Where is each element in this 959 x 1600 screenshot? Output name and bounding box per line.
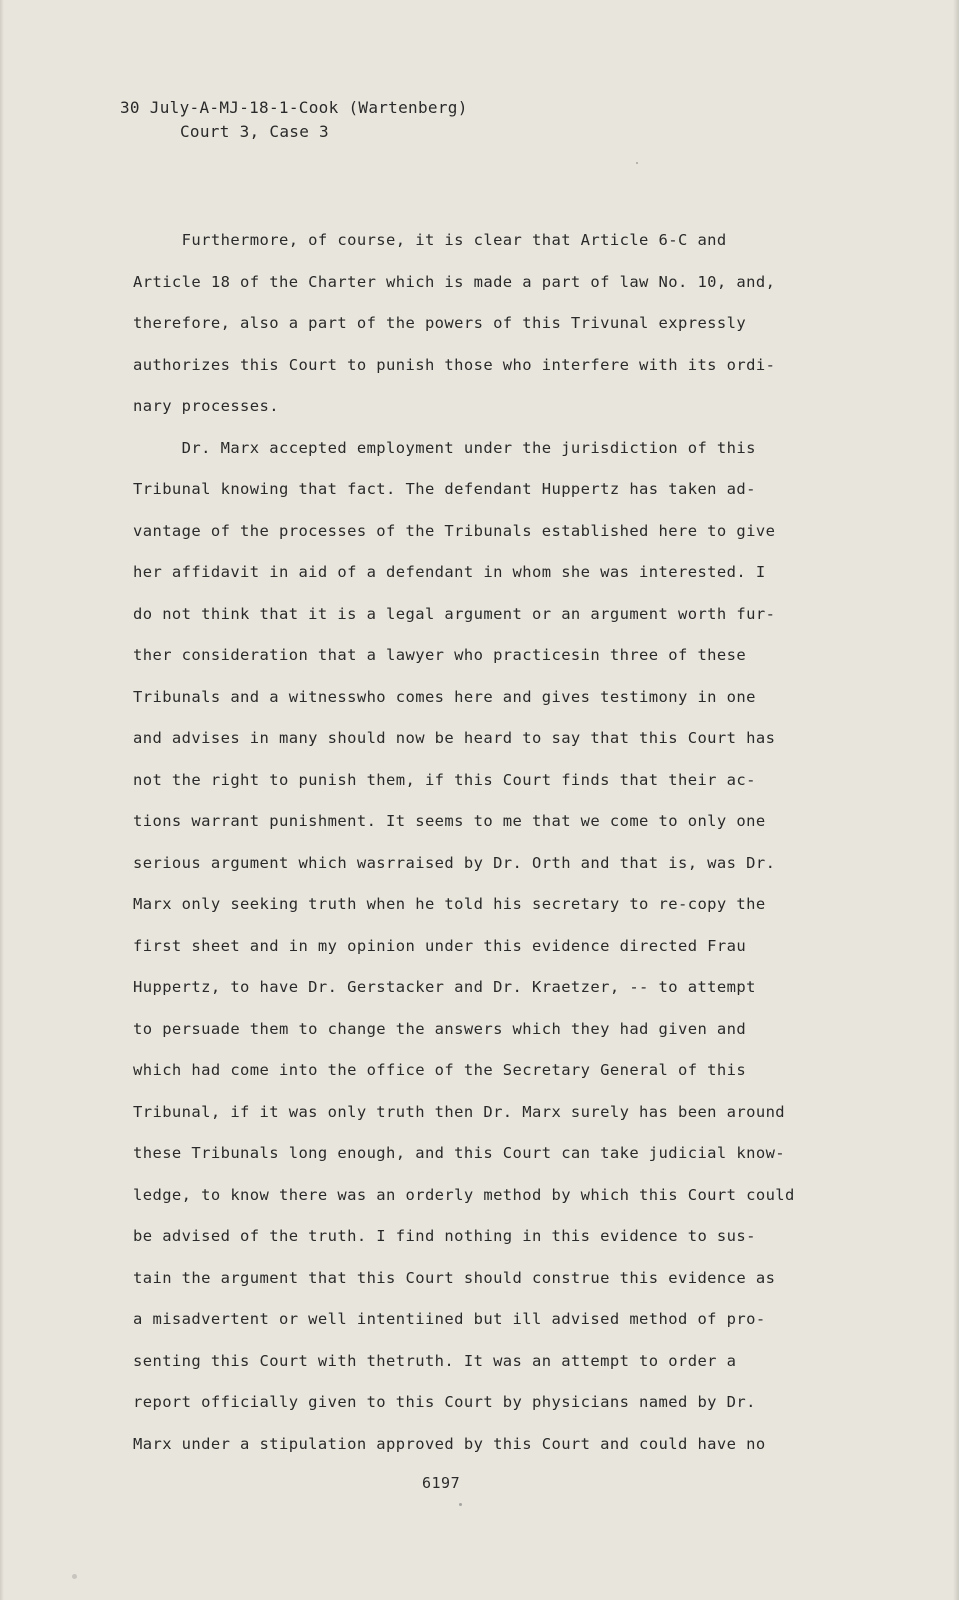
text-line: Marx only seeking truth when he told his secretary to re-copy the: [133, 895, 766, 913]
text-line: vantage of the processes of the Tribunals established here to give: [133, 521, 776, 540]
transcript-body: [133, 220, 833, 1465]
text-line: report officially given to this Court by physicians named by Dr.: [133, 1393, 756, 1411]
text-line: serious argument which wasrraised by Dr. Orth and that is, was Dr.: [133, 853, 776, 872]
text-line: ledge, to know there was an orderly method by which this Court could: [133, 1185, 795, 1204]
page-number: 6197: [422, 1474, 461, 1492]
page-edge-left: [0, 0, 4, 1600]
paper-speck: [72, 1574, 77, 1579]
text-line: do not think that it is a legal argument or an argument worth fur-: [133, 604, 776, 623]
text-line: nary processes.: [133, 397, 279, 415]
paper-speck: [636, 162, 638, 164]
paragraph-2: [133, 428, 833, 1466]
text-line: senting this Court with thetruth. It was an attempt to order a: [133, 1351, 737, 1370]
text-line: these Tribunals long enough, and this Court can take judicial know-: [133, 1144, 786, 1162]
text-line: not the right to punish them, if this Court finds that their ac-: [133, 770, 756, 789]
text-line: a misadvertent or well intentiined but ill advised method of pro-: [133, 1310, 766, 1328]
text-line: be advised of the truth. I find nothing in this evidence to sus-: [133, 1227, 756, 1245]
paragraph-1: [133, 220, 833, 428]
text-line: Huppertz, to have Dr. Gerstacker and Dr. Kraetzer, -- to attempt: [133, 978, 756, 996]
page-edge-right: [953, 0, 959, 1600]
text-line: her affidavit in aid of a defendant in whom she was interested. I: [133, 563, 766, 581]
text-line: first sheet and in my opinion under this evidence directed Frau: [133, 936, 747, 955]
text-line: tions warrant punishment. It seems to me that we come to only one: [133, 812, 766, 830]
text-line: ther consideration that a lawyer who practicesin three of these: [133, 646, 747, 664]
text-line: to persuade them to change the answers which they had given and: [133, 1019, 747, 1038]
text-line: Marx under a stipulation approved by this Court and could have no: [133, 1434, 766, 1453]
text-line: which had come into the office of the Secretary General of this: [133, 1061, 747, 1079]
text-line: Tribunal knowing that fact. The defendant Huppertz has taken ad-: [133, 480, 756, 498]
header-court-line: Court 3, Case 3: [180, 122, 329, 141]
text-line: Tribunal, if it was only truth then Dr. Marx surely has been around: [133, 1102, 786, 1121]
text-line: Furthermore, of course, it is clear that Article 6-C and: [133, 231, 727, 249]
paper-speck: [459, 1503, 462, 1506]
document-header: [120, 96, 468, 144]
text-line: Tribunals and a witnesswho comes here and gives testimony in one: [133, 687, 756, 706]
text-line: and advises in many should now be heard to say that this Court has: [133, 729, 776, 747]
header-reference-line: 30 July-A-MJ-18-1-Cook (Wartenberg): [120, 98, 468, 117]
text-line: Article 18 of the Charter which is made a part of law No. 10, and,: [133, 272, 776, 291]
text-line: therefore, also a part of the powers of this Trivunal expressly: [133, 314, 747, 332]
text-line: Dr. Marx accepted employment under the jurisdiction of this: [133, 438, 756, 457]
text-line: authorizes this Court to punish those who interfere with its ordi-: [133, 355, 776, 374]
text-line: tain the argument that this Court should construe this evidence as: [133, 1268, 776, 1287]
